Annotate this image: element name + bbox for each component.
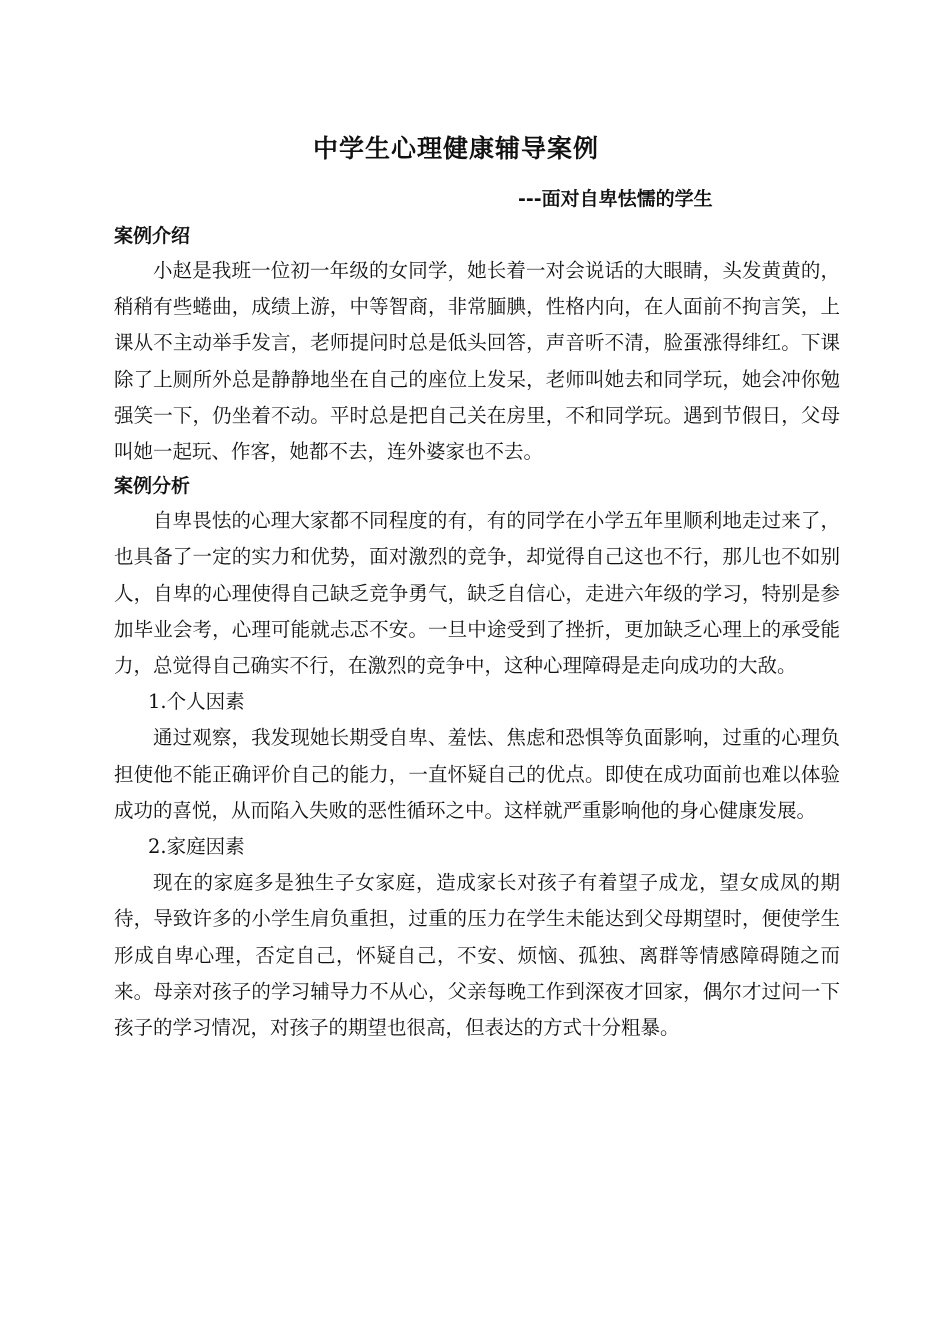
section-heading-introduction: 案例介绍 bbox=[114, 225, 191, 247]
section-case-analysis bbox=[114, 470, 840, 1046]
document-title: 中学生心理健康辅导案例 bbox=[312, 134, 599, 163]
document-body bbox=[114, 220, 840, 1046]
section-case-introduction bbox=[114, 220, 840, 470]
item-text-personal-factors: 通过观察，我发现她长期受自卑、羞怯、焦虑和恐惧等负面影响，过重的心理负担使他不能正确评价自己的能力，一直怀疑自己的优点。即使在成功面前也难以体验成功的喜悦，从而陷入失败的恶性循环之中。这样就严重影响他的身心健康发展。 bbox=[114, 726, 840, 822]
section-heading-analysis: 案例分析 bbox=[114, 475, 191, 498]
item-label-family-factors: 2.家庭因素 bbox=[148, 835, 245, 859]
item-label-personal-factors: 1.个人因素 bbox=[148, 690, 245, 714]
item-text-family-factors: 现在的家庭多是独生子女家庭，造成家长对孩子有着望子成龙，望女成凤的期待，导致许多的小学生肩负重担，过重的压力在学生未能达到父母期望时，便使学生形成自卑心理，否定自己，怀疑自己，不安、烦恼、孤独、离群等情感障碍随之而来。母亲对孩子的学习辅导力不从心，父亲每晚工作到深夜才回家，偶尔才过问一下孩子的学习情况，对孩子的期望也很高，但表达的方式十分粗暴。 bbox=[114, 871, 840, 1040]
document-subtitle: ---面对自卑怯懦的学生 bbox=[518, 188, 713, 210]
analysis-paragraph: 自卑畏怯的心理大家都不同程度的有，有的同学在小学五年里顺利地走过来了，也具备了一定的实力和优势，面对激烈的竞争，却觉得自己这也不行，那儿也不如别人，自卑的心理使得自己缺乏竞争勇气，缺乏自信心，走进六年级的学习，特别是参加毕业会考，心理可能就忐忑不安。一旦中途受到了挫折，更加缺乏心理上的承受能力，总觉得自己确实不行，在激烈的竞争中，这种心理障碍是走向成功的大敌。 bbox=[114, 509, 840, 678]
introduction-paragraph: 小赵是我班一位初一年级的女同学，她长着一对会说话的大眼睛，头发黄黄的，稍稍有些蜷曲，成绩上游，中等智商，非常腼腆，性格内向，在人面前不拘言笑，上课从不主动举手发言，老师提问时总是低头回答，声音听不清，脸蛋涨得绯红。下课除了上厕所外总是静静地坐在自己的座位上发呆，老师叫她去和同学玩，她会冲你勉强笑一下，仍坐着不动。平时总是把自己关在房里，不和同学玩。遇到节假日，父母叫她一起玩、作客，她都不去，连外婆家也不去。 bbox=[114, 259, 840, 464]
